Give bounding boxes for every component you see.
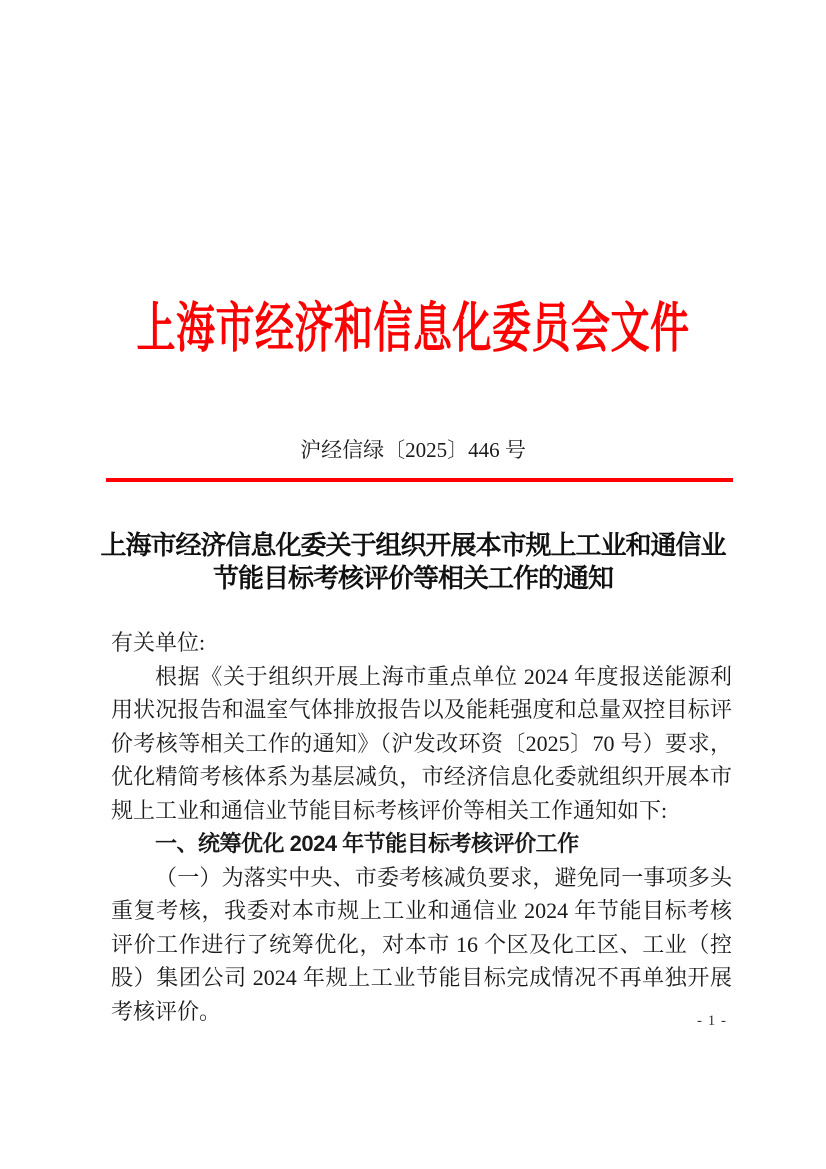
body-paragraph: （一）为落实中央、市委考核减负要求，避免同一事项多头重复考核，我委对本市规上工业和通信业 2024 年节能目标考核评价工作进行了统筹优化，对本市 16 个区及化工区、工业（控股）集团公司 2024 年规上工业节能目标完成情况不再单独开展考核评价。 (111, 864, 732, 1024)
header-divider-line (106, 478, 733, 482)
agency-title-text: 上海市经济和信息化委员会文件 (136, 299, 690, 360)
doc-number: 沪经信绿〔2025〕446 号 (300, 438, 526, 462)
paragraphs-container (111, 660, 732, 1029)
salutation: 有关单位: (111, 630, 206, 655)
page-number: - 1 - (697, 1013, 727, 1029)
document-title (50, 529, 776, 595)
body-paragraph: 根据《关于组织开展上海市重点单位 2024 年度报送能源利用状况报告和温室气体排放报告以及能耗强度和总量双控目标评价考核等相关工作的通知》（沪发改环资〔2025〕70 号）要求，优化精简考核体系为基层减负，市经济信息化委就组织开展本市规上工业和通信业节能目标考核评价等相关工作通知如下: (111, 663, 732, 823)
document-title-line1: 上海市经济信息化委关于组织开展本市规上工业和通信业 (100, 531, 726, 560)
section-heading: 一、统筹优化 2024 年节能目标考核评价工作 (155, 831, 579, 856)
document-title-line2: 节能目标考核评价等相关工作的通知 (212, 564, 613, 593)
document-body (111, 626, 732, 1028)
agency-title (0, 299, 826, 360)
